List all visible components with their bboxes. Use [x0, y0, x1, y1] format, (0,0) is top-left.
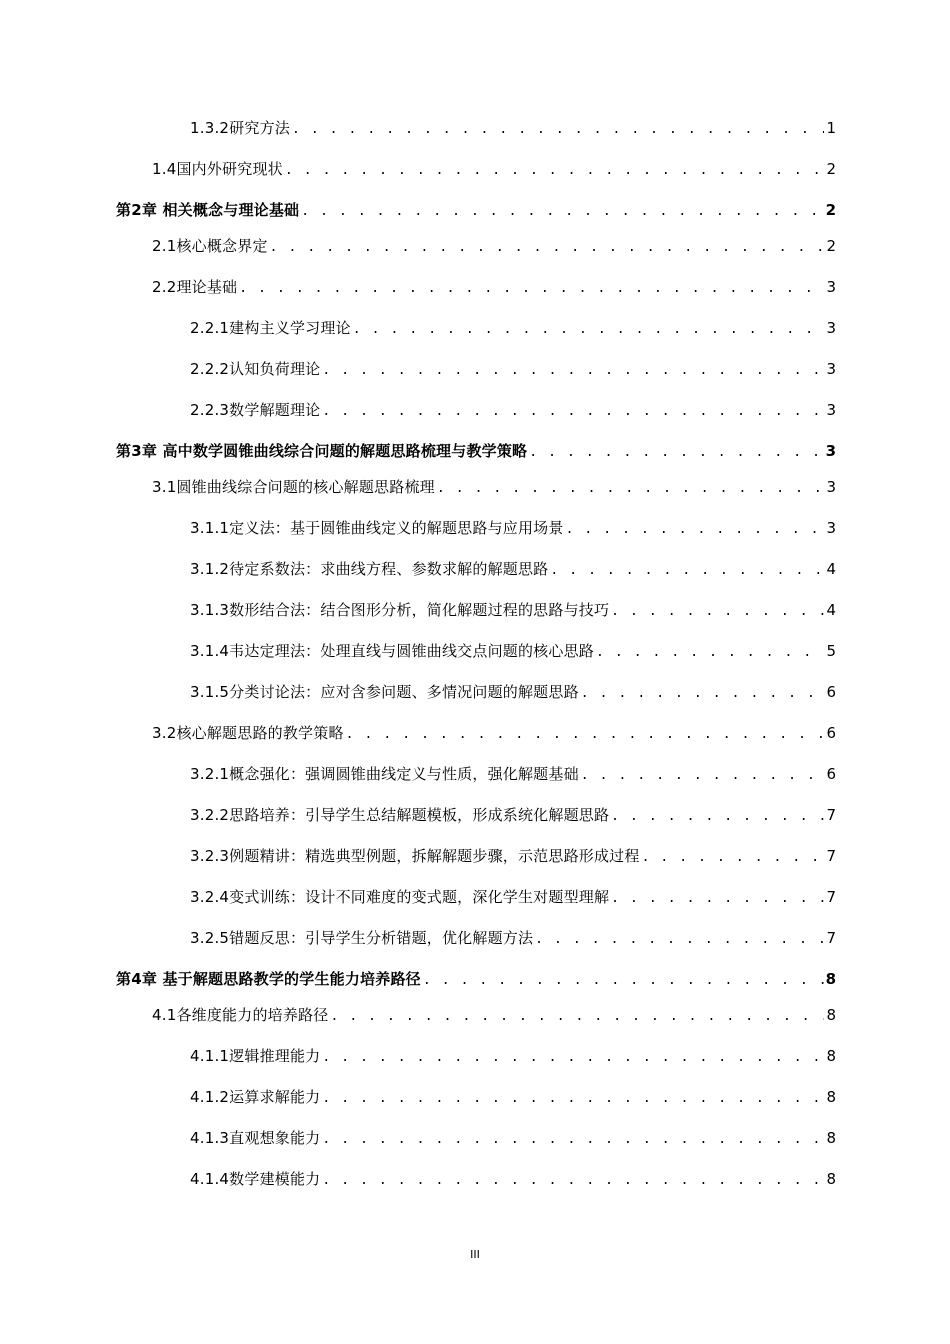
toc-leader-dots — [322, 363, 824, 378]
toc-entry-title: 2.2.1建构主义学习理论 — [190, 319, 351, 337]
toc-entry-title: 第4章 基于解题思路教学的学生能力培养路径 — [116, 970, 421, 988]
toc-chapter-entry[interactable] — [116, 199, 836, 223]
toc-entry-title: 4.1.2运算求解能力 — [190, 1088, 321, 1106]
toc-entry-page: 3 — [826, 478, 836, 496]
toc-entry[interactable] — [190, 763, 836, 787]
toc-entry-page: 2 — [826, 237, 836, 255]
toc-entry-title: 3.2.4变式训练：设计不同难度的变式题，深化学生对题型理解 — [190, 888, 610, 906]
toc-entry-page: 8 — [826, 1047, 836, 1065]
toc-leader-dots — [322, 1091, 824, 1106]
toc-leader-dots — [611, 809, 824, 824]
toc-entry-page: 8 — [826, 1129, 836, 1147]
toc-entry-page: 6 — [826, 683, 836, 701]
toc-entry-title: 3.2.5错题反思：引导学生分析错题，优化解题方法 — [190, 929, 534, 947]
toc-entry[interactable] — [152, 476, 836, 500]
toc-leader-dots — [611, 604, 824, 619]
toc-entry-title: 2.2.2认知负荷理论 — [190, 360, 321, 378]
toc-entry-page: 7 — [826, 888, 836, 906]
toc-entry-title: 4.1.4数学建模能力 — [190, 1170, 321, 1188]
toc-entry-title: 3.2核心解题思路的教学策略 — [152, 724, 344, 742]
toc-leader-dots — [285, 163, 825, 178]
toc-entry-page: 6 — [826, 724, 836, 742]
toc-leader-dots — [423, 973, 824, 988]
toc-entry-title: 第2章 相关概念与理论基础 — [116, 201, 300, 219]
toc-entry-page: 7 — [826, 847, 836, 865]
toc-entry[interactable] — [190, 681, 836, 705]
toc-leader-dots — [566, 522, 825, 537]
toc-entry-page: 4 — [826, 560, 836, 578]
toc-leader-dots — [270, 240, 825, 255]
toc-entry-page: 8 — [825, 970, 836, 988]
toc-entry-title: 3.1.4韦达定理法：处理直线与圆锥曲线交点问题的核心思路 — [190, 642, 594, 660]
toc-leader-dots — [642, 850, 825, 865]
toc-entry[interactable] — [190, 1168, 836, 1192]
toc-entry[interactable] — [152, 1004, 836, 1028]
toc-entry-page: 3 — [826, 401, 836, 419]
toc-entry[interactable] — [190, 640, 836, 664]
toc-entry[interactable] — [190, 117, 836, 141]
toc-leader-dots — [535, 932, 824, 947]
toc-leader-dots — [437, 481, 825, 496]
toc-leader-dots — [292, 122, 824, 137]
toc-entry[interactable] — [190, 927, 836, 951]
toc-entry[interactable] — [190, 517, 836, 541]
toc-entry-title: 2.2.3数学解题理论 — [190, 401, 321, 419]
toc-entry[interactable] — [190, 399, 836, 423]
toc-entry-title: 1.4国内外研究现状 — [152, 160, 283, 178]
toc-leader-dots — [353, 322, 825, 337]
toc-leader-dots — [322, 404, 824, 419]
toc-entry-page: 4 — [826, 601, 836, 619]
toc-entry-page: 3 — [826, 519, 836, 537]
toc-entry[interactable] — [190, 804, 836, 828]
toc-entry-title: 3.2.3例题精讲：精选典型例题，拆解解题步骤，示范思路形成过程 — [190, 847, 640, 865]
toc-entry-page: 3 — [826, 319, 836, 337]
toc-entry-title: 3.2.1概念强化：强调圆锥曲线定义与性质，强化解题基础 — [190, 765, 579, 783]
toc-entry-title: 4.1各维度能力的培养路径 — [152, 1006, 329, 1024]
toc-entry-title: 4.1.3直观想象能力 — [190, 1129, 321, 1147]
toc-leader-dots — [581, 686, 825, 701]
toc-entry-page: 5 — [826, 642, 836, 660]
toc-entry-page: 8 — [826, 1088, 836, 1106]
toc-entry-page: 6 — [826, 765, 836, 783]
toc-entry[interactable] — [152, 235, 836, 259]
toc-entry-page: 3 — [826, 278, 836, 296]
toc-leader-dots — [611, 891, 824, 906]
page-number-footer: III — [470, 1248, 480, 1261]
toc-entry-page: 7 — [826, 929, 836, 947]
toc-entry[interactable] — [190, 599, 836, 623]
toc-entry-title: 2.2理论基础 — [152, 278, 238, 296]
toc-entry[interactable] — [152, 722, 836, 746]
toc-entry[interactable] — [190, 845, 836, 869]
toc-entry[interactable] — [190, 317, 836, 341]
toc-entry[interactable] — [152, 158, 836, 182]
toc-entry-title: 第3章 高中数学圆锥曲线综合问题的解题思路梳理与教学策略 — [116, 442, 528, 460]
toc-entry[interactable] — [190, 558, 836, 582]
toc-entry-page: 2 — [825, 201, 836, 219]
toc-leader-dots — [322, 1173, 824, 1188]
toc-entry-page: 8 — [826, 1006, 836, 1024]
toc-leader-dots — [550, 563, 824, 578]
toc-entry[interactable] — [190, 1086, 836, 1110]
toc-entry-page: 1 — [826, 119, 836, 137]
toc-entry[interactable] — [152, 276, 836, 300]
toc-entry-title: 3.1.2待定系数法：求曲线方程、参数求解的解题思路 — [190, 560, 549, 578]
toc-entry-page: 8 — [826, 1170, 836, 1188]
toc-leader-dots — [529, 445, 823, 460]
toc-entry[interactable] — [190, 1045, 836, 1069]
toc-leader-dots — [239, 281, 824, 296]
toc-entry-page: 3 — [825, 442, 836, 460]
toc-entry-title: 3.1.1定义法：基于圆锥曲线定义的解题思路与应用场景 — [190, 519, 564, 537]
toc-entry-title: 2.1核心概念界定 — [152, 237, 268, 255]
toc-entry-title: 3.1.5分类讨论法：应对含参问题、多情况问题的解题思路 — [190, 683, 579, 701]
toc-entry[interactable] — [190, 1127, 836, 1151]
toc-entry-title: 4.1.1逻辑推理能力 — [190, 1047, 321, 1065]
toc-leader-dots — [581, 768, 825, 783]
toc-leader-dots — [301, 204, 823, 219]
toc-leader-dots — [346, 727, 825, 742]
toc-entry-page: 2 — [826, 160, 836, 178]
toc-entry-title: 3.1圆锥曲线综合问题的核心解题思路梳理 — [152, 478, 435, 496]
toc-entry-page: 3 — [826, 360, 836, 378]
toc-entry[interactable] — [190, 358, 836, 382]
toc-leader-dots — [322, 1132, 824, 1147]
toc-entry-page: 7 — [826, 806, 836, 824]
toc-chapter-entry[interactable] — [116, 968, 836, 992]
toc-chapter-entry[interactable] — [116, 440, 836, 464]
toc-entry[interactable] — [190, 886, 836, 910]
toc-entry-title: 1.3.2研究方法 — [190, 119, 290, 137]
toc-entry-title: 3.1.3数形结合法：结合图形分析，简化解题过程的思路与技巧 — [190, 601, 610, 619]
toc-leader-dots — [596, 645, 824, 660]
toc-leader-dots — [322, 1050, 824, 1065]
toc-leader-dots — [330, 1009, 824, 1024]
toc-entry-title: 3.2.2思路培养：引导学生总结解题模板，形成系统化解题思路 — [190, 806, 610, 824]
